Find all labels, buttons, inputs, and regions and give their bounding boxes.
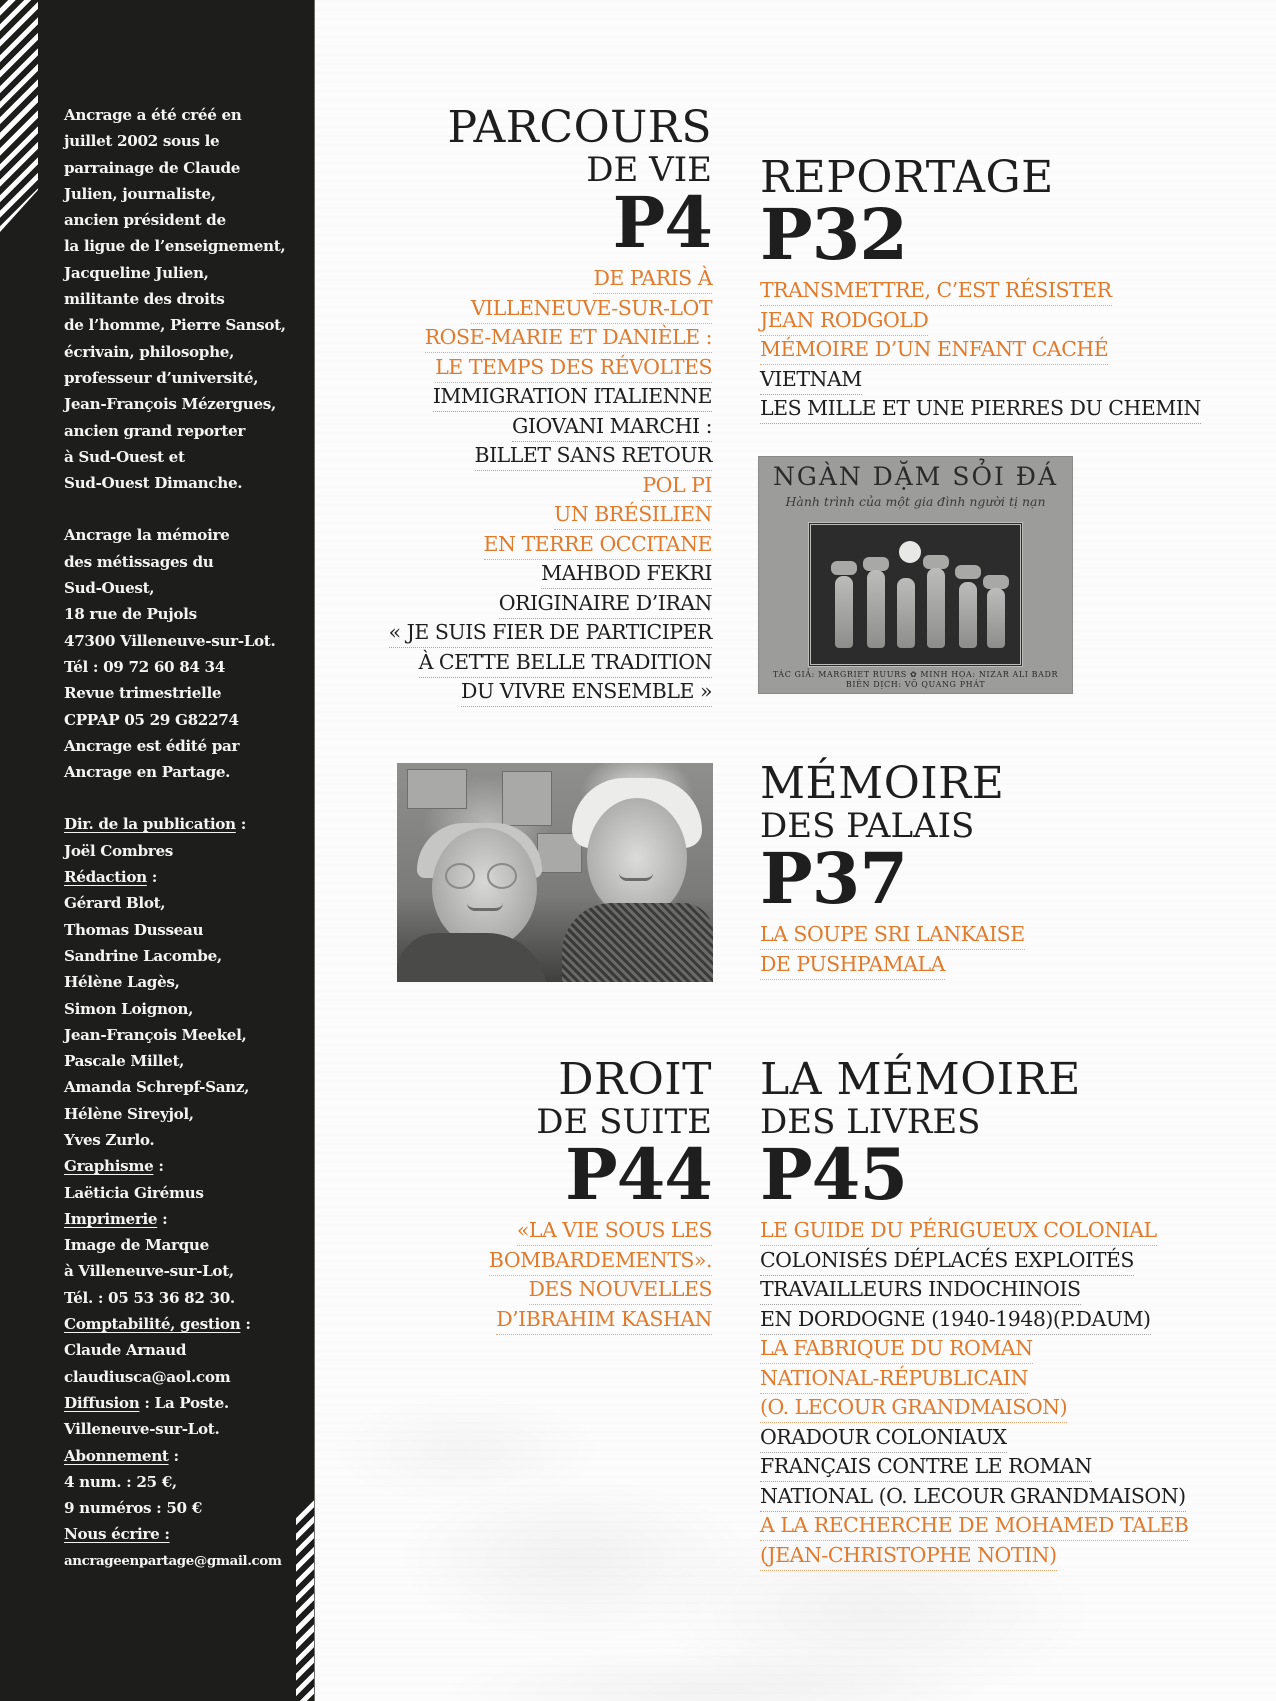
article-link[interactable]: TRAVAILLEURS INDOCHINOIS (760, 1277, 1081, 1305)
article-link[interactable]: BOMBARDEMENTS». (489, 1248, 712, 1276)
intro-line: ancien président de (64, 211, 226, 230)
stone-shape (983, 575, 1009, 589)
redaction-name: Sandrine Lacombe, (64, 946, 222, 965)
address-line: Revue trimestrielle (64, 684, 222, 703)
portrait-photo-two-women (397, 763, 713, 982)
stone-figure (867, 570, 885, 648)
section-subtitle: DE SUITE (536, 1102, 712, 1142)
article-link[interactable]: LA FABRIQUE DU ROMAN (760, 1336, 1033, 1364)
book-credits-line: BIÊN DỊCH: VÕ QUANG PHÁT (845, 680, 986, 689)
colon: : (153, 1157, 164, 1176)
intro-line: Ancrage a été créé en (64, 106, 242, 124)
section-reportage (760, 154, 1240, 426)
intro-line: militante des droits (64, 290, 225, 309)
imprimerie-heading (64, 1206, 314, 1232)
article-link[interactable]: A LA RECHERCHE DE MOHAMED TALEB (760, 1513, 1188, 1541)
article-link[interactable]: À CETTE BELLE TRADITION (419, 650, 712, 678)
cppap-line: CPPAP 05 29 G82274 (64, 710, 239, 729)
book-credits (758, 670, 1073, 690)
article-link[interactable]: LA SOUPE SRI LANKAISE (760, 922, 1025, 950)
section-subtitle: DES PALAIS (760, 806, 975, 846)
director-name: Joël Combres (64, 841, 173, 860)
abonnement-price: 4 num. : 25 €, (64, 1472, 177, 1491)
intro-line: à Sud-Ouest et (64, 447, 185, 466)
address-line: des métissages du (64, 552, 214, 571)
spacer (64, 496, 314, 522)
book-title: NGÀN DẶM SỎI ĐÁ (772, 462, 1059, 491)
section-title: LA MÉMOIRE (760, 1054, 1081, 1105)
diagonal-stripes-decoration-top (0, 0, 38, 232)
article-link[interactable]: MÉMOIRE D’UN ENFANT CACHÉ (760, 337, 1108, 365)
section-parcours-de-vie (380, 104, 712, 709)
intro-line: ancien grand reporter (64, 421, 246, 440)
masthead-sidebar (0, 0, 315, 1701)
address-line: 47300 Villeneuve-sur-Lot. (64, 631, 276, 650)
article-link[interactable]: DES NOUVELLES (529, 1277, 713, 1305)
colon: : (146, 868, 158, 887)
contact-heading: Nous écrire : (64, 1525, 170, 1544)
clothing (397, 933, 547, 982)
smile (619, 873, 653, 881)
colon: : (157, 1209, 168, 1228)
stone-figure (987, 588, 1005, 648)
colon: : (240, 1315, 251, 1334)
redaction-name: Hélène Sireyjol, (64, 1104, 194, 1123)
imprimerie-label: Imprimerie (64, 1209, 158, 1228)
article-link[interactable]: COLONISÉS DÉPLACÉS EXPLOITÉS (760, 1248, 1134, 1276)
article-list (760, 922, 1160, 981)
director-heading (64, 811, 314, 837)
graphisme-label: Graphisme (64, 1157, 154, 1176)
article-link[interactable]: FRANÇAIS CONTRE LE ROMAN (760, 1454, 1092, 1482)
intro-line: juillet 2002 sous le (64, 132, 220, 151)
section-memoire-des-palais (760, 760, 1160, 981)
article-link[interactable]: EN DORDOGNE (1940-1948)(P.DAUM) (760, 1307, 1151, 1335)
book-illustration (808, 522, 1023, 667)
intro-line: professeur d’université, (64, 368, 259, 387)
stone-figure (835, 576, 853, 648)
spacer (64, 785, 314, 811)
diffusion-value: : La Poste. (139, 1393, 229, 1412)
section-title: PARCOURS (447, 102, 712, 153)
address-line: 18 rue de Pujols (64, 605, 197, 624)
intro-line: Julien, journaliste, (64, 184, 216, 203)
book-credits-line: TÁC GIẢ: MARGRIET RUURS ✿ MINH HỌA: NIZAR ALI BADR (772, 670, 1059, 679)
masthead-text (64, 102, 314, 1574)
intro-line: écrivain, philosophe, (64, 342, 235, 361)
stone-figure (927, 568, 945, 648)
graphisme-name: Laëticia Girémus (64, 1183, 204, 1202)
article-link[interactable]: DE PARIS À (593, 266, 712, 294)
article-link[interactable]: «LA VIE SOUS LES (517, 1218, 712, 1246)
imprimerie-line: à Villeneuve-sur-Lot, (64, 1262, 234, 1281)
article-link[interactable]: POL PI (642, 473, 712, 501)
intro-line: Jean-François Mézergues, (64, 395, 276, 414)
stone-shape (955, 565, 981, 579)
redaction-name: Jean-François Meekel, (64, 1025, 247, 1044)
stone-shape (831, 561, 857, 575)
section-title: MÉMOIRE (760, 758, 1005, 809)
redaction-heading (64, 864, 314, 890)
book-cover-image (758, 456, 1073, 694)
comptabilite-heading (64, 1311, 314, 1337)
article-link[interactable]: LE GUIDE DU PÉRIGUEUX COLONIAL (760, 1218, 1157, 1246)
moon-shape (899, 541, 921, 563)
article-list (380, 266, 712, 709)
page-number: P32 (760, 193, 908, 276)
masthead-address (64, 522, 314, 785)
article-link[interactable]: ORADOUR COLONIAUX (760, 1425, 1007, 1453)
graphisme-heading (64, 1153, 314, 1179)
page-number: P44 (564, 1133, 712, 1216)
redaction-name: Yves Zurlo. (64, 1130, 155, 1149)
article-link[interactable]: VILLENEUVE-SUR-LOT (471, 296, 712, 324)
article-link[interactable]: NATIONAL-RÉPUBLICAIN (760, 1366, 1028, 1394)
book-subtitle: Hành trình của một gia đình người tị nạn (785, 494, 1046, 509)
glasses (487, 863, 517, 889)
abonnement-label: Abonnement (64, 1446, 169, 1465)
stone-shape (923, 555, 949, 569)
diffusion-line: Villeneuve-sur-Lot. (64, 1420, 220, 1439)
diffusion-label: Diffusion (64, 1393, 140, 1412)
section-la-memoire-des-livres (760, 1056, 1260, 1572)
diffusion-heading (64, 1390, 314, 1416)
section-droit-de-suite (420, 1056, 712, 1336)
section-title: REPORTAGE (760, 152, 1054, 203)
page-number: P45 (760, 1133, 908, 1216)
article-link[interactable]: MAHBOD FEKRI (541, 561, 712, 589)
wall-poster (407, 769, 467, 809)
address-line: Ancrage est édité par (64, 736, 240, 755)
article-link[interactable]: GIOVANI MARCHI : (512, 414, 712, 442)
article-link[interactable]: TRANSMETTRE, C’EST RÉSISTER (760, 278, 1112, 306)
redaction-name: Thomas Dusseau (64, 920, 204, 939)
contact-email[interactable]: ancrageenpartage@gmail.com (64, 1552, 282, 1569)
masthead-intro (64, 102, 314, 496)
glasses (445, 863, 475, 889)
page-number: P4 (612, 181, 712, 264)
intro-line: Jacqueline Julien, (64, 263, 209, 282)
intro-line: de l’homme, Pierre Sansot, (64, 316, 286, 335)
abonnement-price: 9 numéros : 50 € (64, 1499, 202, 1518)
comptabilite-email[interactable]: claudiusca@aol.com (64, 1367, 231, 1386)
article-list (760, 278, 1240, 426)
article-link[interactable]: EN TERRE OCCITANE (484, 532, 712, 560)
article-link[interactable]: ROSE-MARIE ET DANIÈLE : (425, 325, 712, 353)
article-link[interactable]: LES MILLE ET UNE PIERRES DU CHEMIN (760, 396, 1201, 424)
article-list (760, 1218, 1260, 1572)
article-link[interactable]: LE TEMPS DES RÉVOLTES (435, 355, 712, 383)
comptabilite-label: Comptabilité, gestion (64, 1315, 241, 1334)
article-link[interactable]: DE PUSHPAMALA (760, 952, 945, 980)
article-link[interactable]: BILLET SANS RETOUR (475, 443, 712, 471)
article-link[interactable]: « JE SUIS FIER DE PARTICIPER (389, 620, 712, 648)
abonnement-heading (64, 1443, 314, 1469)
article-link[interactable]: UN BRÉSILIEN (554, 502, 712, 530)
page-number: P37 (760, 837, 908, 920)
phone-line: Tél : 09 72 60 84 34 (64, 657, 225, 676)
redaction-name: Hélène Lagès, (64, 973, 180, 992)
section-subtitle: DE VIE (586, 150, 712, 190)
imprimerie-line: Tél. : 05 53 36 82 30. (64, 1288, 235, 1307)
article-link[interactable]: (O. LECOUR GRANDMAISON) (760, 1395, 1067, 1423)
face-left (432, 828, 537, 948)
article-list (420, 1218, 712, 1336)
colon: : (168, 1446, 179, 1465)
article-link[interactable]: NATIONAL (O. LECOUR GRANDMAISON) (760, 1484, 1186, 1512)
wall-poster (502, 771, 552, 826)
address-line: Ancrage la mémoire (64, 526, 230, 545)
masthead-credits (64, 811, 314, 1574)
section-subtitle: DES LIVRES (760, 1102, 981, 1142)
address-line: Sud-Ouest, (64, 579, 155, 598)
colon: : (235, 815, 246, 834)
comptabilite-line: Claude Arnaud (64, 1341, 187, 1360)
address-line: Ancrage en Partage. (64, 763, 231, 782)
article-link[interactable]: D’IBRAHIM KASHAN (496, 1307, 712, 1335)
article-link[interactable]: VIETNAM (760, 367, 862, 395)
redaction-name: Gérard Blot, (64, 894, 166, 913)
article-link[interactable]: IMMIGRATION ITALIENNE (433, 384, 712, 412)
clothing (562, 903, 713, 982)
redaction-label: Rédaction (64, 868, 147, 887)
smile (467, 903, 503, 911)
article-link[interactable]: (JEAN-CHRISTOPHE NOTIN) (760, 1543, 1057, 1571)
article-link[interactable]: DU VIVRE ENSEMBLE » (461, 679, 712, 707)
stone-shape (863, 557, 889, 571)
intro-line: parrainage de Claude (64, 158, 241, 177)
section-title: DROIT (558, 1054, 712, 1105)
stone-figure (897, 578, 915, 648)
stone-figure (959, 582, 977, 648)
redaction-name: Amanda Schrepf-Sanz, (64, 1078, 250, 1097)
face-right (587, 798, 687, 918)
article-link[interactable]: ORIGINAIRE D’IRAN (499, 591, 712, 619)
intro-line: la ligue de l’enseignement, (64, 237, 286, 256)
redaction-name: Simon Loignon, (64, 999, 194, 1018)
director-label: Dir. de la publication (64, 815, 236, 834)
article-link[interactable]: JEAN RODGOLD (760, 308, 928, 336)
imprimerie-line: Image de Marque (64, 1236, 209, 1255)
intro-line: Sud-Ouest Dimanche. (64, 474, 243, 493)
redaction-name: Pascale Millet, (64, 1052, 185, 1071)
